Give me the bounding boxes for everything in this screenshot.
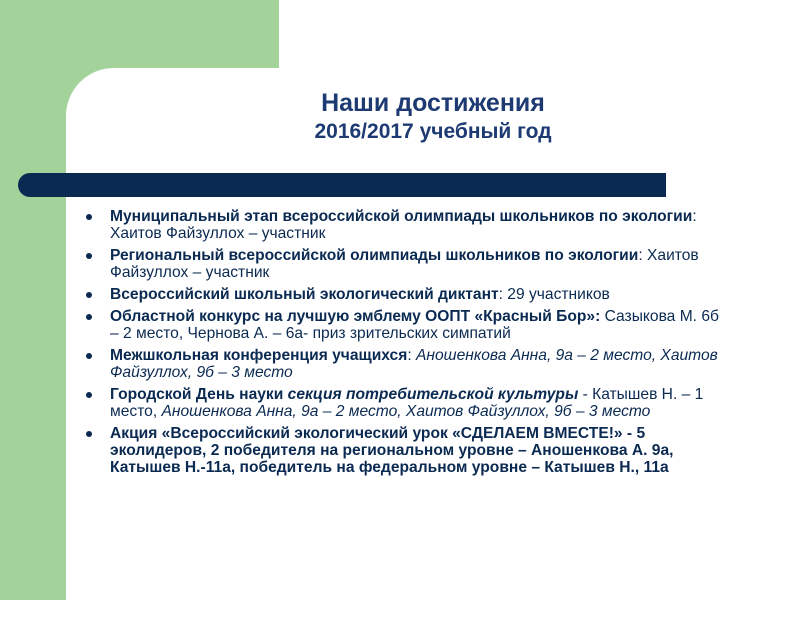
list-item — [86, 386, 726, 420]
bullet-icon — [86, 214, 92, 220]
bullet-icon — [86, 431, 92, 437]
bullet-icon — [86, 292, 92, 298]
item-italic-details: Аношенкова Анна, 9а – 2 место, Хаитов Файзуллох, 9б – 3 место — [161, 403, 651, 420]
item-details: : Хаитов Файзуллох – участник — [110, 208, 697, 242]
divider-bar — [18, 173, 666, 197]
list-item — [86, 308, 726, 342]
bullet-icon — [86, 392, 92, 398]
item-details: : 29 участников — [498, 286, 610, 303]
list-item — [86, 347, 726, 381]
item-section-name: секция потребительской культуры — [287, 386, 579, 403]
list-item — [86, 286, 726, 303]
item-heading: Акция «Всероссийский экологический урок «СДЕЛАЕМ ВМЕСТЕ!» - 5 эколидеров, 2 победителя на региональном уровне – Аношенкова А. 9а, Катышев Н.-11а, победитель на федеральном уровне – Катышев Н., 11а — [110, 425, 674, 476]
achievements-list — [86, 208, 726, 481]
list-item — [86, 425, 726, 476]
bullet-icon — [86, 353, 92, 359]
item-heading: Всероссийский школьный экологический диктант — [110, 286, 499, 303]
title-main: Наши достижения — [321, 89, 545, 117]
item-details: : Хаитов Файзуллох – участник — [110, 247, 699, 281]
item-heading: Межшкольная конференция учащихся — [110, 347, 408, 364]
item-details: - Катышев Н. – 1 место, — [110, 386, 704, 420]
item-heading: Региональный всероссийской олимпиады школьников по экологии — [110, 247, 639, 264]
item-italic-details: Аношенкова Анна, 9а – 2 место, Хаитов Файзуллох, 9б – 3 место — [110, 347, 718, 381]
slide-title — [66, 88, 800, 146]
item-details: : — [407, 347, 417, 364]
title-subtitle: 2016/2017 учебный год — [314, 120, 552, 143]
item-heading: Областной конкурс на лучшую эмблему ООПТ «Красный Бор»: — [110, 308, 601, 325]
item-heading: Городской День науки — [110, 386, 288, 403]
item-heading: Муниципальный этап всероссийской олимпиады школьников по экологии — [110, 208, 693, 225]
list-item — [86, 247, 726, 281]
item-details: Сазыкова М. 6б – 2 место, Чернова А. – 6а- приз зрительских симпатий — [110, 308, 719, 342]
bullet-icon — [86, 314, 92, 320]
bullet-icon — [86, 253, 92, 259]
list-item — [86, 208, 726, 242]
